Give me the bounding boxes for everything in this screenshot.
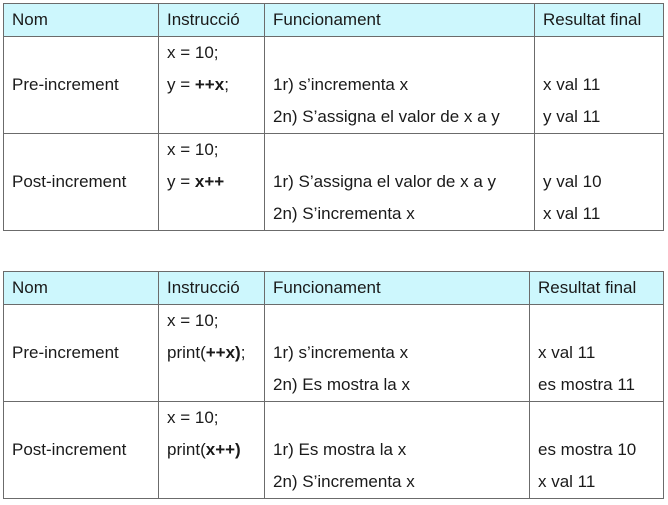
instruction-cell (159, 134, 265, 231)
header-resultat: Resultat final (535, 4, 664, 37)
table-row (4, 305, 664, 402)
instruction-line (167, 69, 264, 101)
row-name: Post-increment (12, 172, 127, 191)
instruction-line (167, 166, 264, 198)
code-operator: x++) (205, 440, 241, 459)
result-line: x val 11 (538, 472, 596, 491)
steps-cell (265, 37, 535, 134)
name-cell (4, 402, 159, 499)
step-line: 1r) Es mostra la x (273, 440, 407, 459)
step-line: 1r) s’incrementa x (273, 75, 409, 94)
header-row (4, 272, 664, 305)
code-text: y = (167, 75, 195, 94)
steps-cell (265, 305, 530, 402)
code-operator: ++x) (205, 343, 241, 362)
result-line: es mostra 11 (538, 375, 636, 394)
result-line: x val 11 (543, 204, 601, 223)
result-line: y val 11 (543, 107, 601, 126)
name-cell (4, 37, 159, 134)
instruction-cell (159, 305, 265, 402)
header-funcionament: Funcionament (265, 272, 530, 305)
header-nom: Nom (4, 4, 159, 37)
table-row (4, 37, 664, 134)
code-text: print( (167, 343, 206, 362)
row-name: Pre-increment (12, 75, 119, 94)
step-line: 2n) S’incrementa x (273, 472, 415, 491)
result-line: y val 10 (543, 172, 602, 191)
step-line: 2n) Es mostra la x (273, 375, 410, 394)
code-text: ; (224, 75, 229, 94)
header-resultat: Resultat final (530, 272, 664, 305)
code-operator: x++ (194, 172, 225, 191)
instruction-line: x = 10; (167, 311, 219, 330)
result-line: x val 11 (543, 75, 601, 94)
row-name: Post-increment (12, 440, 127, 459)
result-cell (535, 134, 664, 231)
instruction-line: x = 10; (167, 408, 219, 427)
header-nom: Nom (4, 272, 159, 305)
name-cell (4, 134, 159, 231)
instruction-line (167, 337, 264, 369)
code-text: print( (167, 440, 206, 459)
table-row (4, 134, 664, 231)
header-funcionament: Funcionament (265, 4, 535, 37)
code-text: ; (240, 343, 246, 362)
step-line: 1r) S’assigna el valor de x a y (273, 172, 496, 191)
steps-cell (265, 402, 530, 499)
instruction-cell (159, 402, 265, 499)
name-cell (4, 305, 159, 402)
instruction-line: x = 10; (167, 43, 219, 62)
step-line: 2n) S’assigna el valor de x a y (273, 107, 500, 126)
code-operator: ++x (194, 75, 225, 94)
result-cell (535, 37, 664, 134)
pre-post-print-table (3, 271, 664, 499)
header-row (4, 4, 664, 37)
code-text: y = (167, 172, 195, 191)
result-line: x val 11 (538, 343, 596, 362)
result-cell (530, 402, 664, 499)
step-line: 2n) S’incrementa x (273, 204, 415, 223)
result-cell (530, 305, 664, 402)
result-line: es mostra 10 (538, 440, 637, 459)
steps-cell (265, 134, 535, 231)
table-row (4, 402, 664, 499)
header-instruccio: Instrucció (159, 272, 265, 305)
pre-post-assignment-table (3, 3, 664, 231)
instruction-line: x = 10; (167, 140, 219, 159)
step-line: 1r) s’incrementa x (273, 343, 409, 362)
row-name: Pre-increment (12, 343, 119, 362)
instruction-cell (159, 37, 265, 134)
instruction-line (167, 434, 264, 466)
header-instruccio: Instrucció (159, 4, 265, 37)
